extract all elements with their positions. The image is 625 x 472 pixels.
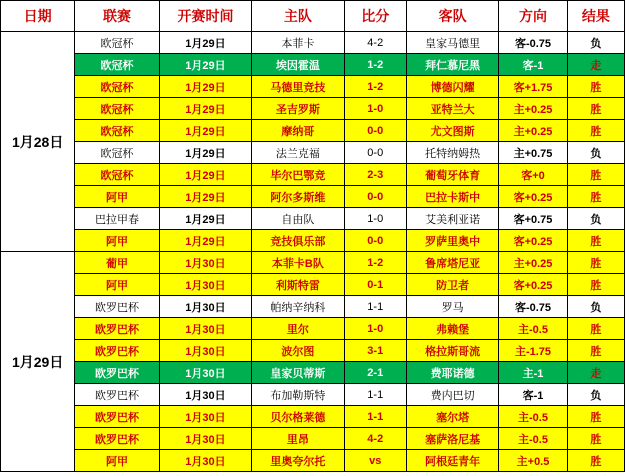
direction-cell: 客+0.25: [499, 230, 567, 252]
away-team-cell: 拜仁慕尼黑: [406, 54, 498, 76]
league-cell: 欧冠杯: [75, 76, 159, 98]
direction-cell: 主-0.5: [499, 406, 567, 428]
away-team-cell: 弗赖堡: [406, 318, 498, 340]
away-team-cell: 费内巴切: [406, 384, 498, 406]
header-league: 联赛: [75, 1, 159, 32]
time-cell: 1月30日: [159, 428, 251, 450]
league-cell: 欧罗巴杯: [75, 340, 159, 362]
league-cell: 阿甲: [75, 186, 159, 208]
score-cell: 0-1: [344, 274, 406, 296]
table-row: [1, 208, 625, 230]
league-cell: 欧冠杯: [75, 32, 159, 54]
away-team-cell: 葡萄牙体育: [406, 164, 498, 186]
direction-cell: 客+0: [499, 164, 567, 186]
result-cell: 胜: [567, 406, 624, 428]
result-cell: 胜: [567, 230, 624, 252]
time-cell: 1月29日: [159, 142, 251, 164]
table-row: [1, 384, 625, 406]
away-team-cell: 巴拉卡斯中: [406, 186, 498, 208]
league-cell: 欧罗巴杯: [75, 384, 159, 406]
table-row: [1, 32, 625, 54]
away-team-cell: 艾美利亚诺: [406, 208, 498, 230]
league-cell: 阿甲: [75, 450, 159, 472]
direction-cell: 客-0.75: [499, 296, 567, 318]
time-cell: 1月30日: [159, 296, 251, 318]
time-cell: 1月30日: [159, 406, 251, 428]
time-cell: 1月30日: [159, 318, 251, 340]
direction-cell: 主+0.25: [499, 98, 567, 120]
away-team-cell: 尤文图斯: [406, 120, 498, 142]
direction-cell: 主+0.25: [499, 120, 567, 142]
header-direction: 方向: [499, 1, 567, 32]
home-team-cell: 本菲卡: [252, 32, 344, 54]
home-team-cell: 里奥夸尔托: [252, 450, 344, 472]
result-cell: 负: [567, 32, 624, 54]
score-cell: 1-2: [344, 76, 406, 98]
home-team-cell: 帕纳辛纳科: [252, 296, 344, 318]
time-cell: 1月29日: [159, 186, 251, 208]
score-cell: 0-0: [344, 186, 406, 208]
away-team-cell: 皇家马德里: [406, 32, 498, 54]
result-cell: 胜: [567, 252, 624, 274]
league-cell: 欧冠杯: [75, 164, 159, 186]
away-team-cell: 亚特兰大: [406, 98, 498, 120]
result-cell: 胜: [567, 450, 624, 472]
direction-cell: 主+0.5: [499, 450, 567, 472]
league-cell: 欧罗巴杯: [75, 296, 159, 318]
date-group-cell: 1月28日: [1, 32, 75, 252]
score-cell: 1-0: [344, 318, 406, 340]
away-team-cell: 托特纳姆热: [406, 142, 498, 164]
result-cell: 胜: [567, 76, 624, 98]
home-team-cell: 圣吉罗斯: [252, 98, 344, 120]
score-cell: 1-0: [344, 208, 406, 230]
direction-cell: 客+0.25: [499, 274, 567, 296]
home-team-cell: 阿尔多斯维: [252, 186, 344, 208]
header-result: 结果: [567, 1, 624, 32]
table-row: [1, 406, 625, 428]
league-cell: 巴拉甲春: [75, 208, 159, 230]
result-cell: 胜: [567, 120, 624, 142]
home-team-cell: 摩纳哥: [252, 120, 344, 142]
home-team-cell: 贝尔格莱德: [252, 406, 344, 428]
table-row: [1, 340, 625, 362]
table-row: [1, 76, 625, 98]
result-cell: 走: [567, 54, 624, 76]
score-cell: 1-1: [344, 384, 406, 406]
home-team-cell: 马德里竞技: [252, 76, 344, 98]
table-row: [1, 252, 625, 274]
away-team-cell: 罗马: [406, 296, 498, 318]
home-team-cell: 皇家贝蒂斯: [252, 362, 344, 384]
table-body: [1, 32, 625, 472]
home-team-cell: 波尔图: [252, 340, 344, 362]
home-team-cell: 自由队: [252, 208, 344, 230]
league-cell: 欧冠杯: [75, 98, 159, 120]
table-row: [1, 428, 625, 450]
time-cell: 1月30日: [159, 384, 251, 406]
direction-cell: 客+0.25: [499, 186, 567, 208]
table-header-row: [1, 1, 625, 32]
direction-cell: 客-1: [499, 384, 567, 406]
date-group-cell: 1月29日: [1, 252, 75, 472]
direction-cell: 主-0.5: [499, 428, 567, 450]
away-team-cell: 防卫者: [406, 274, 498, 296]
table-row: [1, 296, 625, 318]
score-cell: vs: [344, 450, 406, 472]
result-cell: 胜: [567, 340, 624, 362]
direction-cell: 客-1: [499, 54, 567, 76]
table-row: [1, 164, 625, 186]
away-team-cell: 塞萨洛尼基: [406, 428, 498, 450]
result-cell: 胜: [567, 186, 624, 208]
result-cell: 负: [567, 384, 624, 406]
home-team-cell: 利斯特雷: [252, 274, 344, 296]
direction-cell: 客-0.75: [499, 32, 567, 54]
home-team-cell: 毕尔巴鄂竞: [252, 164, 344, 186]
time-cell: 1月29日: [159, 98, 251, 120]
result-cell: 负: [567, 208, 624, 230]
direction-cell: 客+0.75: [499, 208, 567, 230]
table-row: [1, 362, 625, 384]
away-team-cell: 阿根廷青年: [406, 450, 498, 472]
time-cell: 1月29日: [159, 32, 251, 54]
time-cell: 1月29日: [159, 164, 251, 186]
time-cell: 1月29日: [159, 76, 251, 98]
score-cell: 1-1: [344, 406, 406, 428]
score-cell: 1-0: [344, 98, 406, 120]
time-cell: 1月30日: [159, 450, 251, 472]
away-team-cell: 塞尔塔: [406, 406, 498, 428]
time-cell: 1月29日: [159, 208, 251, 230]
home-team-cell: 竞技俱乐部: [252, 230, 344, 252]
home-team-cell: 里尔: [252, 318, 344, 340]
league-cell: 欧冠杯: [75, 142, 159, 164]
result-cell: 胜: [567, 318, 624, 340]
score-cell: 1-1: [344, 296, 406, 318]
direction-cell: 客+1.75: [499, 76, 567, 98]
time-cell: 1月30日: [159, 362, 251, 384]
time-cell: 1月29日: [159, 230, 251, 252]
result-cell: 负: [567, 296, 624, 318]
result-cell: 胜: [567, 274, 624, 296]
table-row: [1, 274, 625, 296]
result-cell: 胜: [567, 98, 624, 120]
league-cell: 欧冠杯: [75, 54, 159, 76]
header-score: 比分: [344, 1, 406, 32]
league-cell: 欧冠杯: [75, 120, 159, 142]
league-cell: 欧罗巴杯: [75, 318, 159, 340]
table-row: [1, 318, 625, 340]
direction-cell: 主-0.5: [499, 318, 567, 340]
away-team-cell: 格拉斯哥流: [406, 340, 498, 362]
away-team-cell: 鲁席塔尼亚: [406, 252, 498, 274]
league-cell: 欧罗巴杯: [75, 362, 159, 384]
direction-cell: 主-1: [499, 362, 567, 384]
time-cell: 1月30日: [159, 274, 251, 296]
direction-cell: 主-1.75: [499, 340, 567, 362]
score-cell: 2-3: [344, 164, 406, 186]
result-cell: 走: [567, 362, 624, 384]
table-row: [1, 120, 625, 142]
away-team-cell: 费耶诺德: [406, 362, 498, 384]
away-team-cell: 罗萨里奥中: [406, 230, 498, 252]
table-row: [1, 230, 625, 252]
header-home: 主队: [252, 1, 344, 32]
result-cell: 负: [567, 142, 624, 164]
league-cell: 阿甲: [75, 230, 159, 252]
home-team-cell: 布加勒斯特: [252, 384, 344, 406]
result-cell: 胜: [567, 164, 624, 186]
score-cell: 4-2: [344, 32, 406, 54]
score-cell: 3-1: [344, 340, 406, 362]
table-row: [1, 54, 625, 76]
header-time: 开赛时间: [159, 1, 251, 32]
time-cell: 1月29日: [159, 54, 251, 76]
result-cell: 胜: [567, 428, 624, 450]
league-cell: 欧罗巴杯: [75, 406, 159, 428]
home-team-cell: 里昂: [252, 428, 344, 450]
header-date: 日期: [1, 1, 75, 32]
league-cell: 阿甲: [75, 274, 159, 296]
score-cell: 1-2: [344, 54, 406, 76]
table-row: [1, 450, 625, 472]
home-team-cell: 本菲卡B队: [252, 252, 344, 274]
score-cell: 1-2: [344, 252, 406, 274]
league-cell: 欧罗巴杯: [75, 428, 159, 450]
time-cell: 1月29日: [159, 120, 251, 142]
table-row: [1, 142, 625, 164]
time-cell: 1月30日: [159, 252, 251, 274]
score-cell: 4-2: [344, 428, 406, 450]
direction-cell: 主+0.75: [499, 142, 567, 164]
score-cell: 0-0: [344, 120, 406, 142]
score-cell: 0-0: [344, 230, 406, 252]
score-cell: 2-1: [344, 362, 406, 384]
header-away: 客队: [406, 1, 498, 32]
score-cell: 0-0: [344, 142, 406, 164]
league-cell: 葡甲: [75, 252, 159, 274]
home-team-cell: 埃因霍温: [252, 54, 344, 76]
home-team-cell: 法兰克福: [252, 142, 344, 164]
away-team-cell: 博德闪耀: [406, 76, 498, 98]
direction-cell: 主+0.25: [499, 252, 567, 274]
table-row: [1, 186, 625, 208]
table-row: [1, 98, 625, 120]
time-cell: 1月30日: [159, 340, 251, 362]
